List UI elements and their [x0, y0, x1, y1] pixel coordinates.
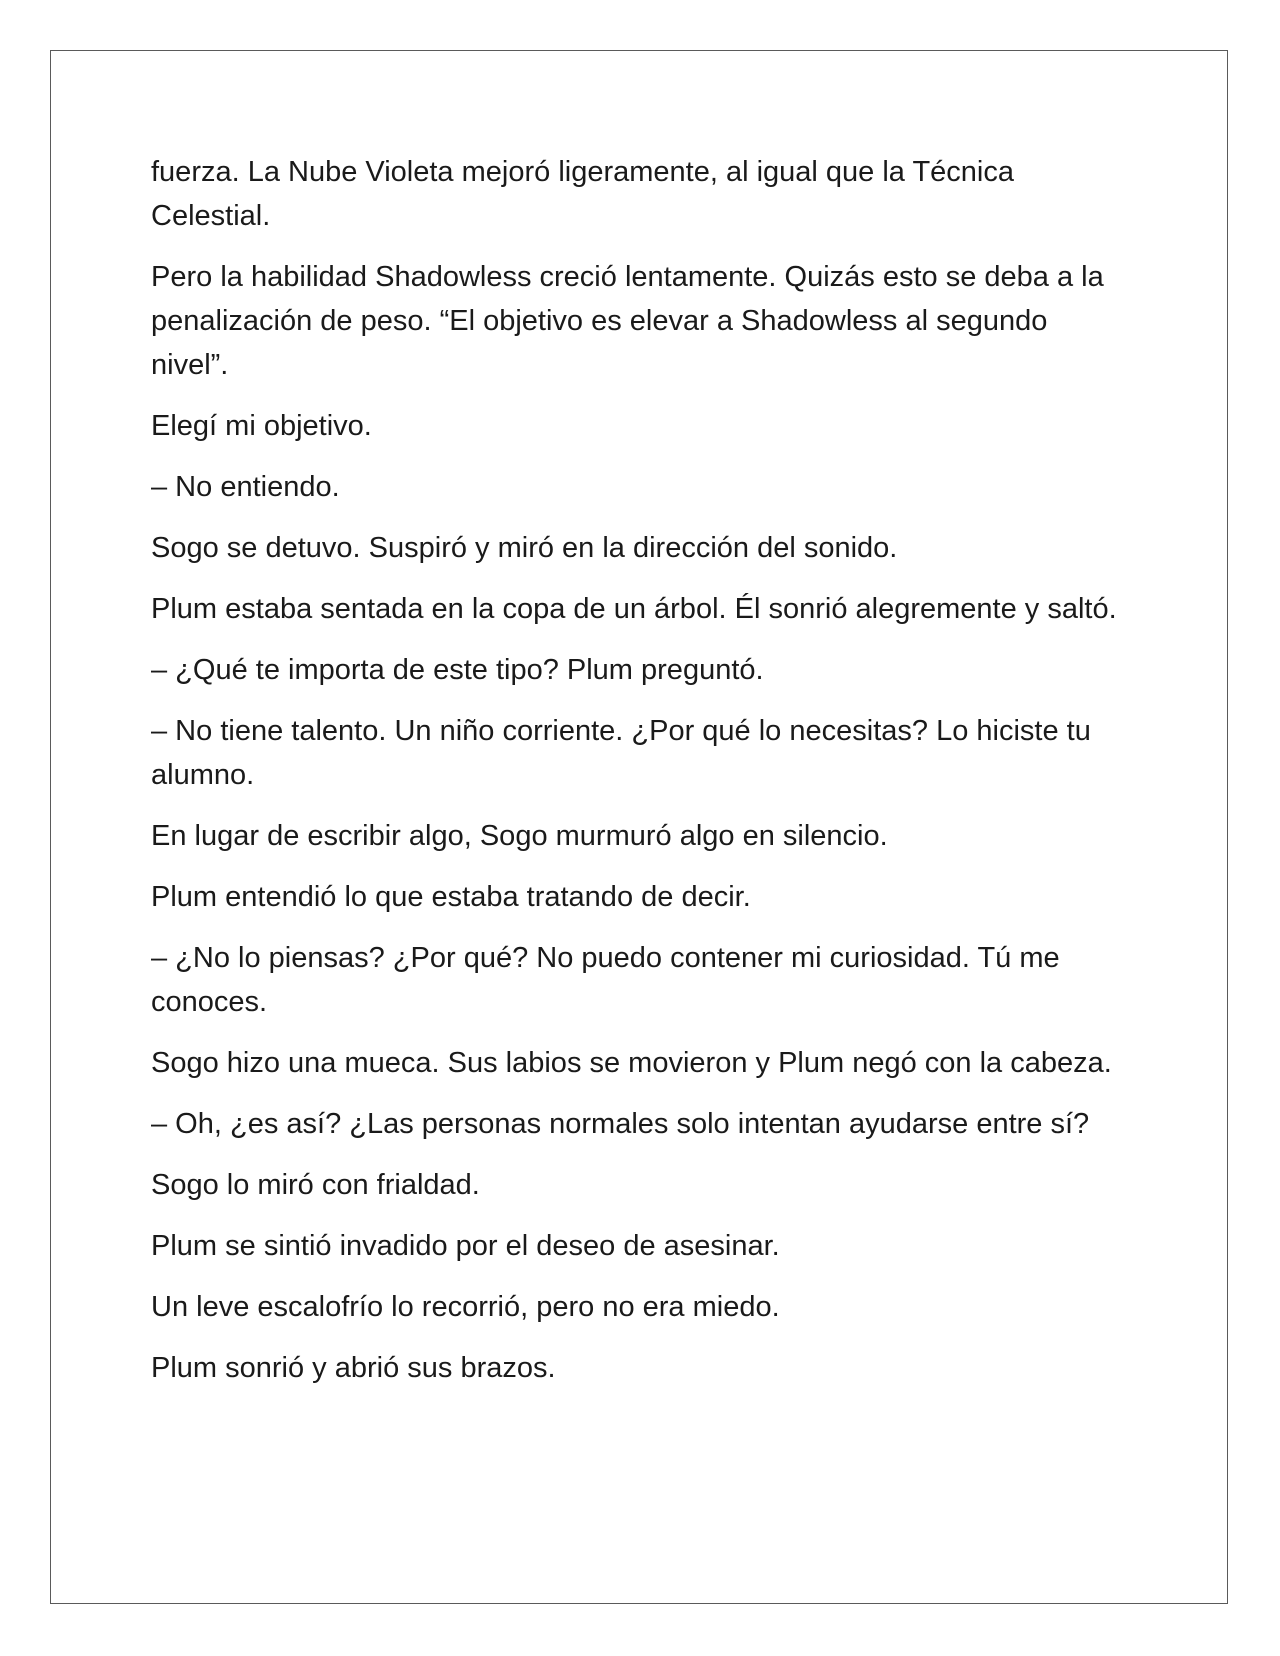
paragraph: En lugar de escribir algo, Sogo murmuró algo en silencio. [151, 820, 888, 852]
document-body [151, 150, 1131, 1407]
paragraph: Sogo lo miró con frialdad. [151, 1169, 480, 1201]
paragraph: – ¿No lo piensas? ¿Por qué? No puedo contener mi curiosidad. Tú me conoces. [151, 942, 1060, 1018]
paragraph: Plum sonrió y abrió sus brazos. [151, 1352, 556, 1384]
paragraph: Pero la habilidad Shadowless creció lentamente. Quizás esto se deba a la penalización de peso. “El objetivo es elevar a Shadowless al segundo nivel”. [151, 261, 1104, 381]
paragraph: Plum se sintió invadido por el deseo de asesinar. [151, 1230, 780, 1262]
paragraph: – No entiendo. [151, 471, 340, 503]
paragraph: – Oh, ¿es así? ¿Las personas normales solo intentan ayudarse entre sí? [151, 1108, 1090, 1140]
paragraph: fuerza. La Nube Violeta mejoró ligeramente, al igual que la Técnica Celestial. [151, 156, 1015, 232]
paragraph: Sogo hizo una mueca. Sus labios se movieron y Plum negó con la cabeza. [151, 1047, 1112, 1079]
paragraph: Elegí mi objetivo. [151, 410, 372, 442]
paragraph: – ¿Qué te importa de este tipo? Plum preguntó. [151, 654, 764, 686]
paragraph: Un leve escalofrío lo recorrió, pero no era miedo. [151, 1291, 780, 1323]
paragraph: Plum entendió lo que estaba tratando de decir. [151, 881, 751, 913]
paragraph: Sogo se detuvo. Suspiró y miró en la dirección del sonido. [151, 532, 898, 564]
paragraph: – No tiene talento. Un niño corriente. ¿Por qué lo necesitas? Lo hiciste tu alumno. [151, 715, 1091, 791]
paragraph: Plum estaba sentada en la copa de un árbol. Él sonrió alegremente y saltó. [151, 593, 1117, 625]
